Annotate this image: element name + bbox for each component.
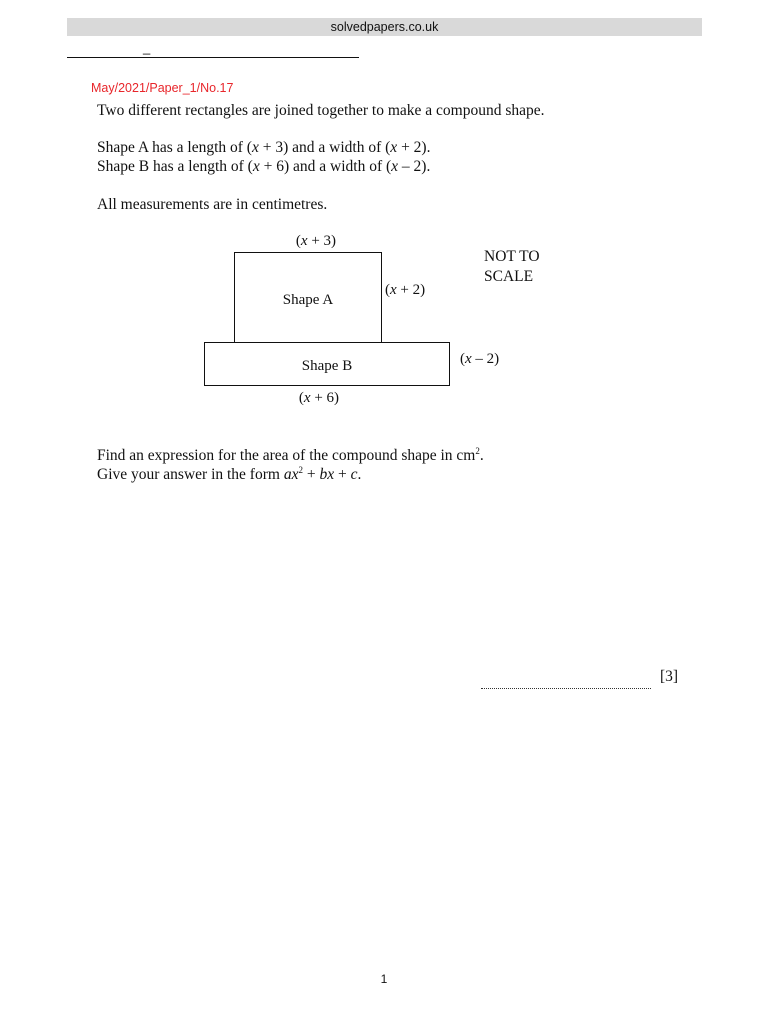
shape-b-width-label: (x – 2) <box>460 351 500 367</box>
shape-b-label: Shape B <box>301 358 353 374</box>
question-intro: Two different rectangles are joined together to make a compound shape. <box>97 102 545 119</box>
not-to-scale-line2: SCALE <box>484 268 534 285</box>
site-header: solvedpapers.co.uk <box>67 18 702 36</box>
shape-a-description: Shape A has a length of (x + 3) and a width of (x + 2). <box>97 139 431 156</box>
shape-b-length-label: (x + 6) <box>298 390 340 406</box>
shape-a-label: Shape A <box>282 292 334 308</box>
shape-b-description: Shape B has a length of (x + 6) and a width of (x – 2). <box>97 158 431 175</box>
page-number: 1 <box>380 972 388 986</box>
units-statement: All measurements are in centimetres. <box>97 196 328 213</box>
question-reference: May/2021/Paper_1/No.17 <box>91 81 234 95</box>
not-to-scale-line1: NOT TO <box>484 248 540 265</box>
task-instruction: Find an expression for the area of the compound shape in $cm^2$. <box>97 445 484 464</box>
answer-line[interactable] <box>481 676 651 689</box>
header-rule <box>67 57 359 58</box>
shape-a-length-label: (x + 3) <box>295 233 337 249</box>
marks-allocation: [3] <box>660 668 679 685</box>
shape-a-width-label: (x + 2) <box>385 282 426 298</box>
header-dash: _ <box>143 40 151 55</box>
answer-form-instruction: Give your answer in the form $ax^2$ + bx + c. <box>97 464 362 483</box>
